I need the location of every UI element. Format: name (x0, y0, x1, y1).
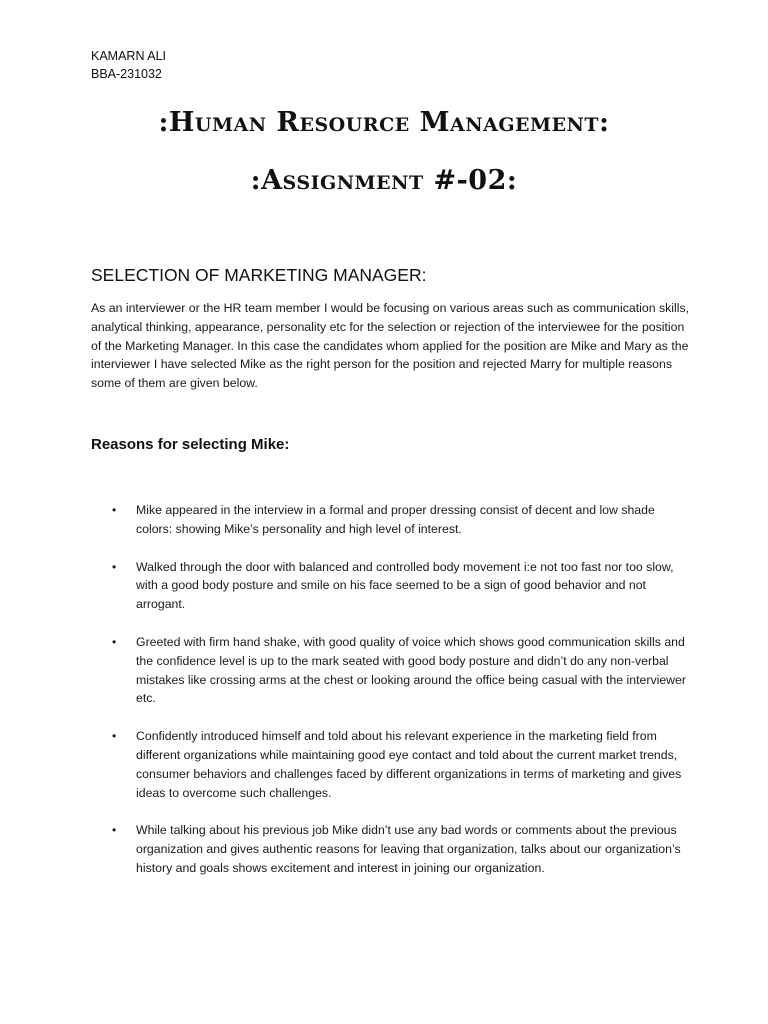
list-item-text: Confidently introduced himself and told about his relevant experience in the marketing field from different organizations while maintaining good eye contact and told about the current market trends, consumer behaviors and challenges faced by different organizations in terms of marketing and gives ideas to overcome such challenges. (136, 729, 682, 800)
list-item (112, 727, 692, 802)
list-item-text: Walked through the door with balanced and controlled body movement i:e not too fast nor too slow, with a good body posture and smile on his face seemed to be a sign of good behavior and not arrogant. (136, 559, 674, 612)
course-title: :Human Resource Management: (158, 107, 610, 138)
list-item (112, 821, 692, 877)
bullet-icon: • (112, 503, 117, 517)
reasons-list (112, 501, 692, 897)
list-item (112, 501, 692, 539)
list-item-text: Greeted with firm hand shake, with good quality of voice which shows good communication skills and the confidence level is up to the mark seated with good body posture and didn’t do any non-verbal mistakes like crossing arms at the chest or looking around the office being casual with the interviewer etc. (136, 634, 686, 706)
assignment-title: :Assignment #-02: (250, 165, 518, 196)
author-id: BBA-231032 (91, 67, 162, 81)
section-heading: SELECTION OF MARKETING MANAGER: (91, 265, 427, 285)
bullet-icon: • (112, 823, 117, 838)
intro-paragraph: As an interviewer or the HR team member I would be focusing on various areas such as communication skills, analytical thinking, appearance, personality etc for the selection or rejection of the interviewee for the position of the Marketing Manager. In this case the candidates whom applied for the position are Mike and Mary as the interviewer I have selected Mike as the right person for the position and rejected Marry for multiple reasons some of them are given below. (91, 301, 690, 391)
list-item-text: Mike appeared in the interview in a formal and proper dressing consist of decent and low shade colors: showing Mike’s personality and high level of interest. (136, 503, 655, 536)
list-item-text: While talking about his previous job Mike didn’t use any bad words or comments about the previous organization and gives authentic reasons for leaving that organization, talks about our organization’s history and goals shows excitement and interest in joining our organization. (136, 823, 681, 875)
author-name: KAMARN ALI (91, 49, 167, 63)
author-block (91, 47, 166, 83)
bullet-icon: • (112, 634, 117, 649)
reasons-heading: Reasons for selecting Mike: (91, 436, 290, 453)
list-item (112, 633, 692, 708)
bullet-icon: • (112, 559, 117, 574)
list-item (112, 558, 692, 614)
bullet-icon: • (112, 729, 117, 744)
